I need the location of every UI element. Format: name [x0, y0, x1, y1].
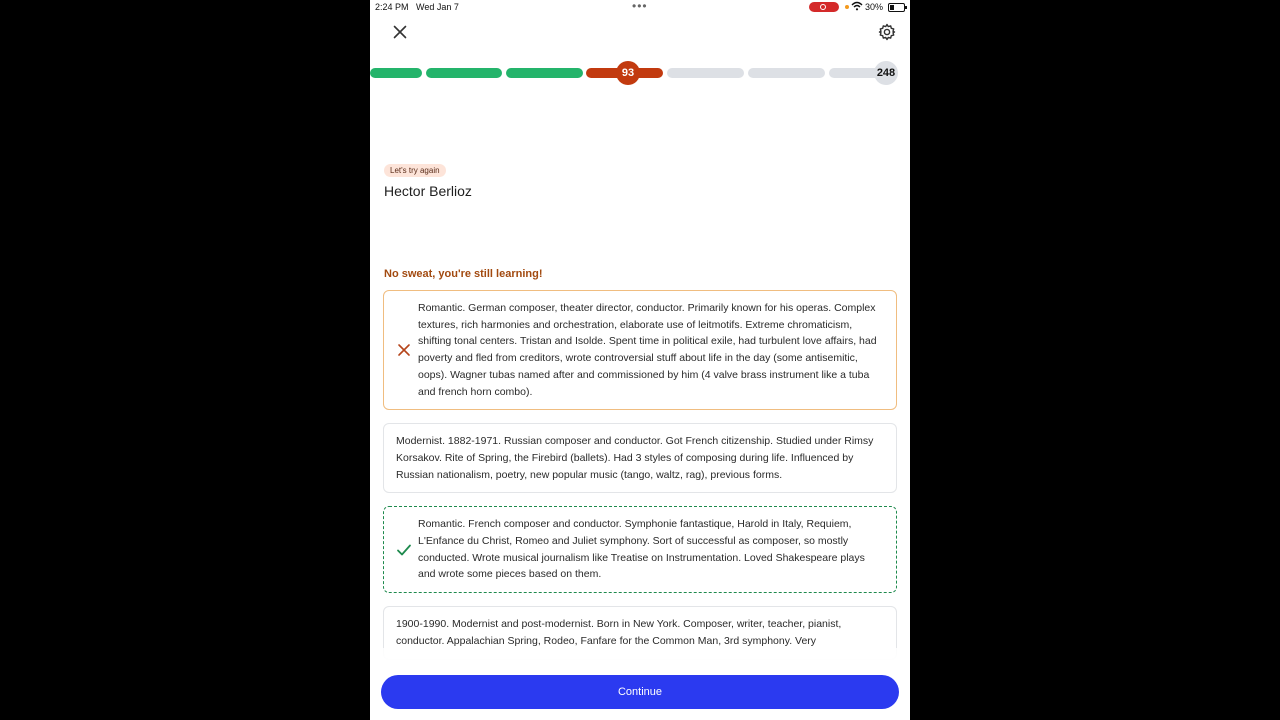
try-again-pill: Let's try again — [384, 164, 446, 177]
status-time: 2:24 PM Wed Jan 7 — [375, 2, 459, 12]
continue-button[interactable]: Continue — [381, 675, 899, 709]
progress-segment — [426, 68, 502, 78]
option-text: Modernist. 1882-1971. Russian composer and conductor. Got French citizenship. Studied under Rimsy Korsakov. Rite of Spring, the Firebird (ballets). Had 3 styles of composing during life. Influenced by Russian nationalism, poetry, new popular music (tango, waltz, rag), previous forms. — [396, 435, 874, 481]
battery-icon — [888, 3, 905, 12]
status-date: Wed Jan 7 — [416, 2, 459, 12]
option-text: Romantic. German composer, theater director, conductor. Primarily known for his operas. Complex textures, rich harmonies and orchestration, elaborate use of leitmotifs. Extreme chromaticism, shifting tonal centers. Tristan and Isolde. Spent time in political exile, had turbulent love affairs, had poverty and fled from creditors, wrote controversial stuff about life in the day (some antisemitic, oops). Wagner tubas named after and commissioned by him (4 valve brass instrument like a tuba and french horn combo). — [418, 302, 877, 398]
answer-options — [383, 290, 897, 673]
progress-segment — [667, 68, 744, 78]
privacy-indicator-icon — [845, 5, 849, 9]
total-cards-badge: 248 — [874, 61, 898, 85]
check-mark-icon — [396, 542, 412, 558]
feedback-message: No sweat, you're still learning! — [384, 268, 543, 280]
answer-option-wrong[interactable] — [383, 290, 897, 410]
progress-segment — [370, 68, 422, 78]
progress-segment — [506, 68, 583, 78]
progress-bar — [370, 60, 910, 86]
multitask-dots-icon[interactable]: ••• — [632, 0, 648, 13]
x-mark-icon — [396, 342, 412, 358]
close-button[interactable] — [390, 22, 410, 42]
close-icon — [390, 22, 410, 42]
status-bar — [370, 0, 910, 14]
screen-record-icon — [809, 2, 839, 12]
current-card-badge: 93 — [616, 61, 640, 85]
settings-button[interactable] — [877, 22, 897, 42]
answer-option[interactable] — [383, 423, 897, 493]
battery-percent: 30% — [865, 2, 884, 12]
answer-option-correct[interactable] — [383, 506, 897, 593]
option-text: Romantic. French composer and conductor. Symphonie fantastique, Harold in Italy, Requiem, L'Enfance du Christ, Romeo and Juliet symphony. Sort of successful as composer, so mostly conducted. Wrote musical journalism like Treatise on Instrumentation. Loved Shakespeare plays and wrote some pieces based on them. — [418, 518, 865, 581]
app-screen — [370, 0, 910, 720]
wifi-icon — [851, 1, 863, 14]
gear-icon — [877, 22, 897, 42]
progress-segment — [748, 68, 825, 78]
question-term: Hector Berlioz — [384, 183, 472, 199]
option-text: 1900-1990. Modernist and post-modernist. Born in New York. Composer, writer, teacher, pianist, conductor. Appalachian Spring, Rodeo, Fanfare for the Common Man, 3rd symphony. Very — [396, 618, 842, 647]
